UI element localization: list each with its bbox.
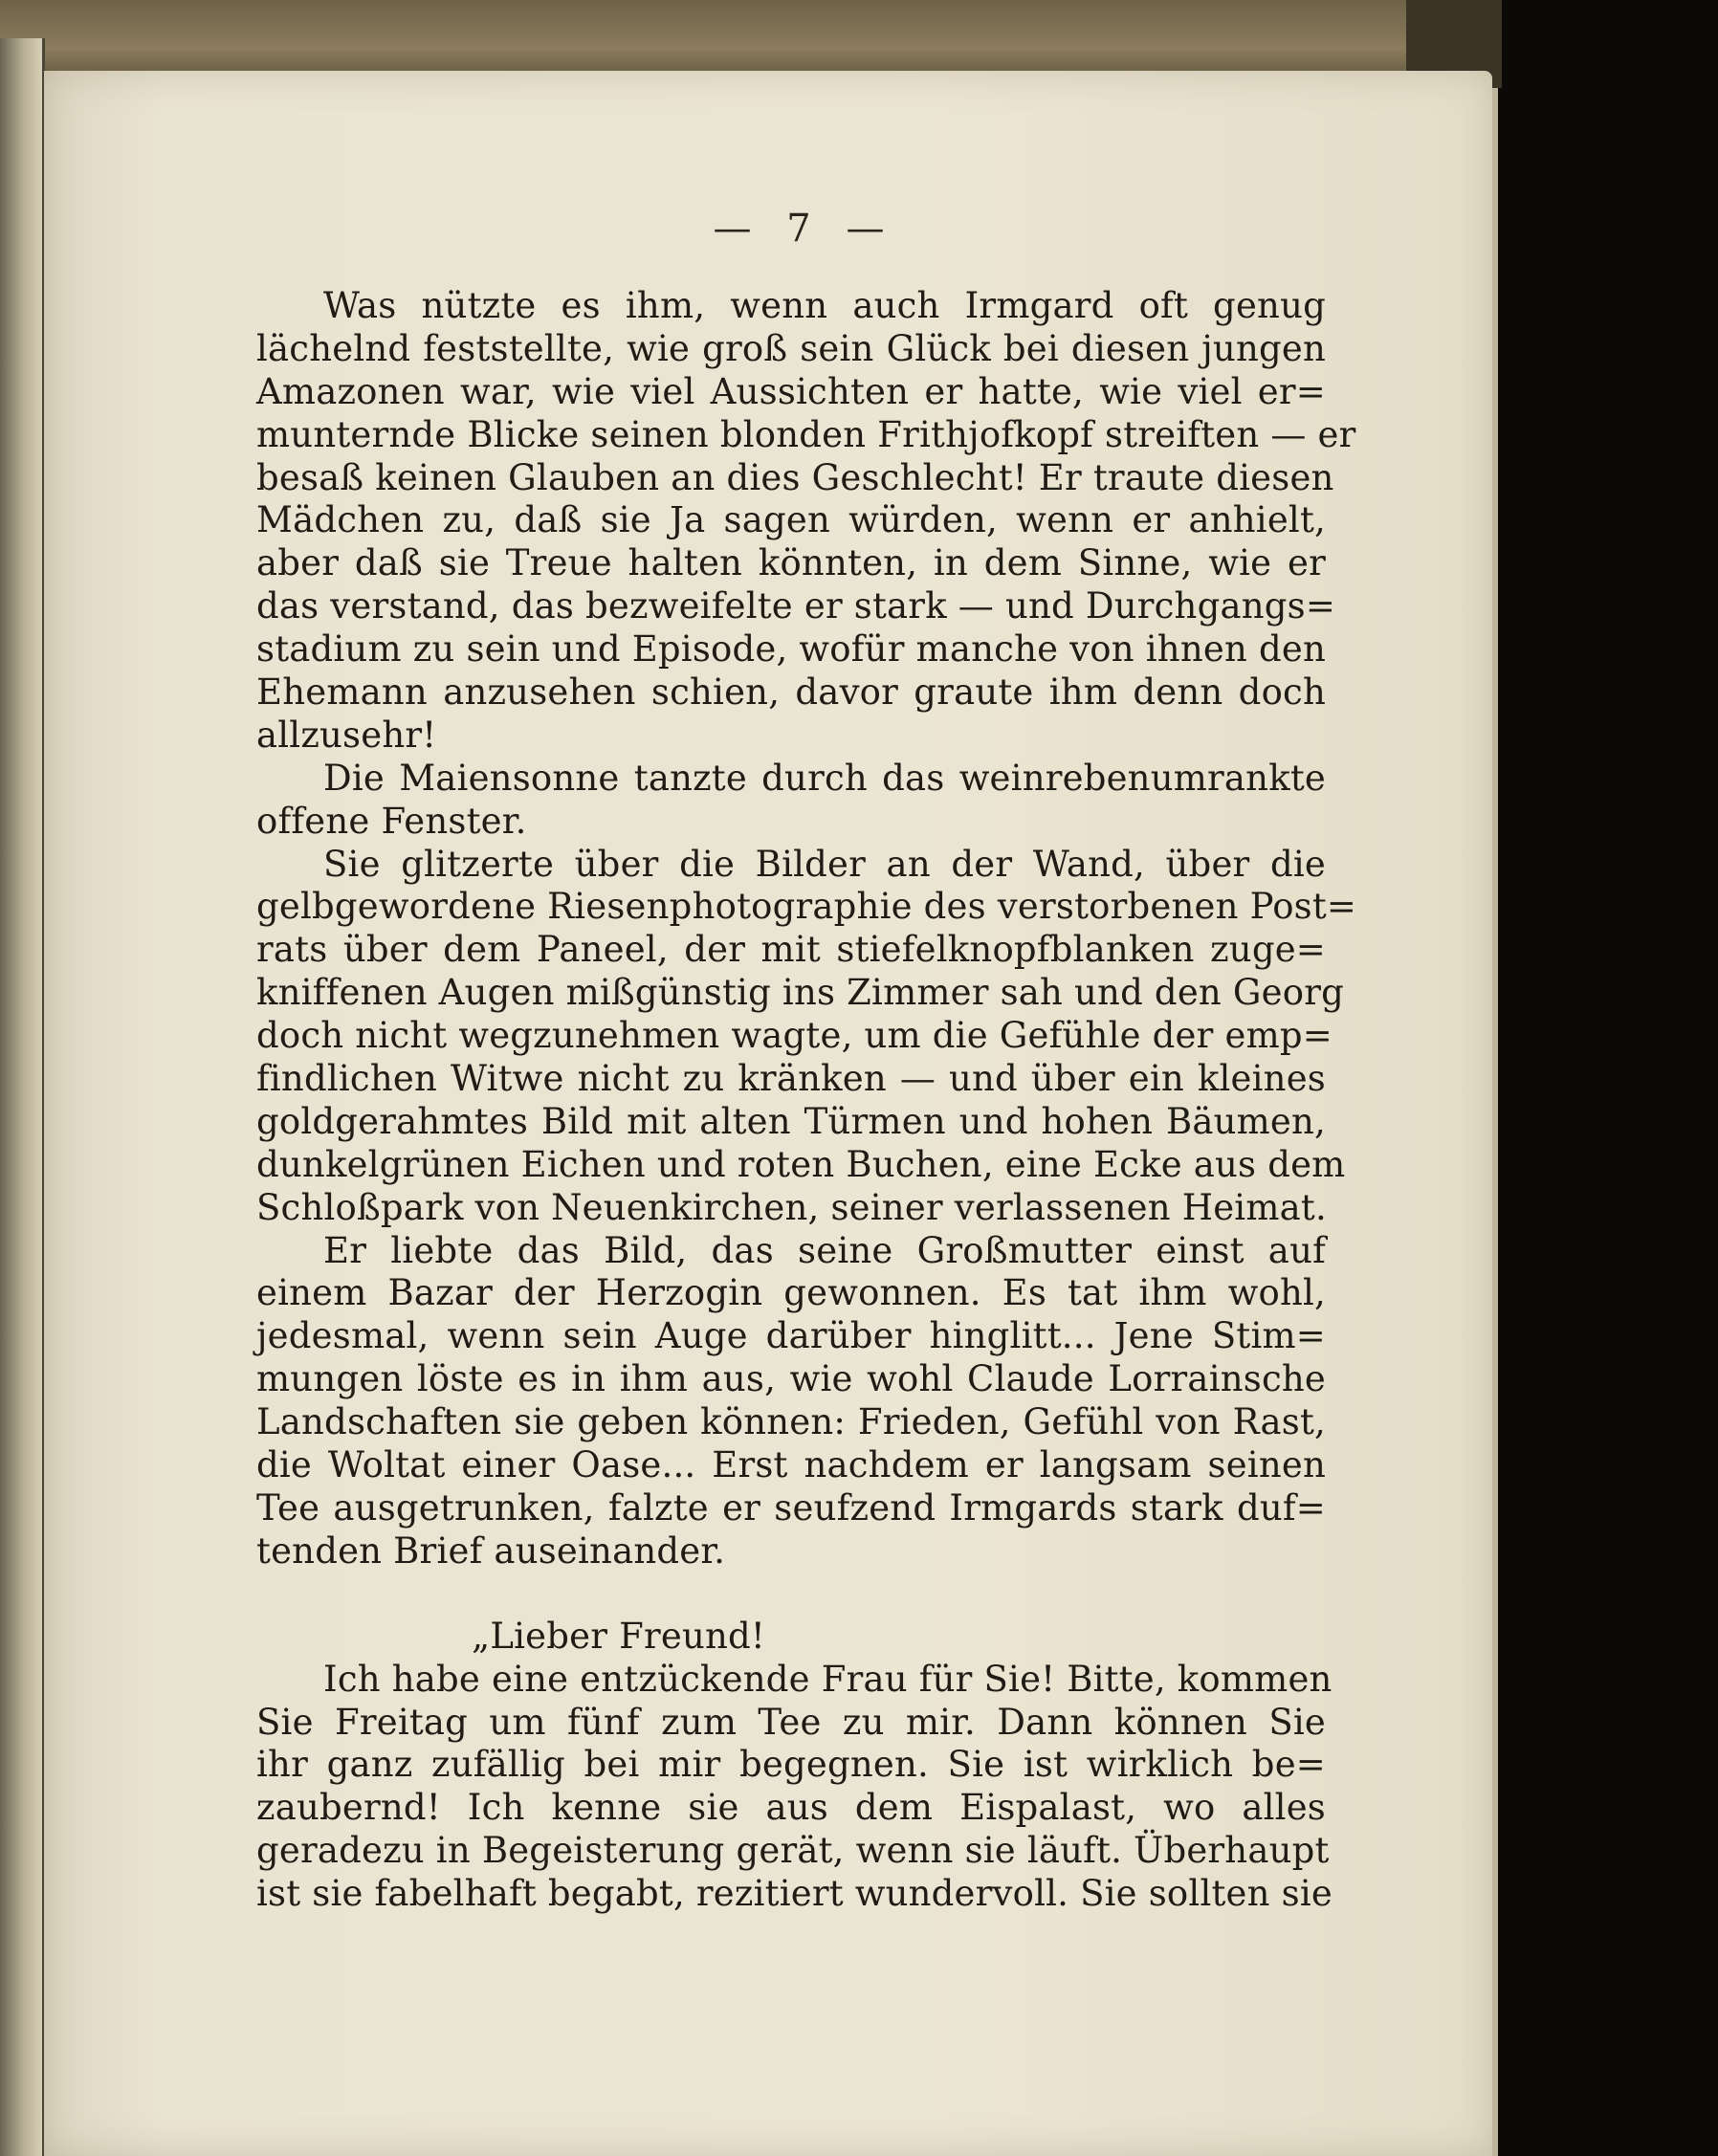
text-line: Sie glitzerte über die Bilder an der Wand, über die	[323, 843, 1326, 885]
text-line: jedesmal, wenn sein Auge darüber hinglitt... Jene Stim=	[256, 1315, 1326, 1357]
text-line: Die Maiensonne tanzte durch das weinrebenumrankte	[323, 757, 1326, 799]
left-page-edge	[0, 38, 45, 2156]
text-line: Mädchen zu, daß sie Ja sagen würden, wenn er anhielt,	[256, 499, 1326, 541]
page-block-edge	[1492, 88, 1498, 2156]
text-line: besaß keinen Glauben an dies Geschlecht! Er traute diesen	[256, 456, 1334, 498]
text-line: einem Bazar der Herzogin gewonnen. Es tat ihm wohl,	[256, 1272, 1326, 1314]
text-line: allzusehr!	[256, 714, 437, 756]
text-line: Landschaften sie geben können: Frieden, Gefühl von Rast,	[256, 1401, 1326, 1443]
text-line: aber daß sie Treue halten könnten, in dem Sinne, wie er	[256, 542, 1326, 584]
text-line: tenden Brief auseinander.	[256, 1529, 726, 1572]
text-line: gelbgewordene Riesenphotographie des verstorbenen Post=	[256, 886, 1357, 928]
text-line: die Woltat einer Oase... Erst nachdem er langsam seinen	[256, 1444, 1326, 1486]
text-line: das verstand, das bezweifelte er stark — und Durchgangs=	[256, 585, 1336, 627]
text-line: offene Fenster.	[256, 800, 527, 842]
text-line: lächelnd feststellte, wie groß sein Glück bei diesen jungen	[256, 327, 1326, 369]
text-line: munternde Blicke seinen blonden Frithjofkopf streiften — er	[256, 413, 1356, 455]
letter-salutation: „Lieber Freund!	[472, 1615, 765, 1657]
text-line: goldgerahmtes Bild mit alten Türmen und hohen Bäumen,	[256, 1100, 1326, 1142]
text-line: Amazonen war, wie viel Aussichten er hatte, wie viel er=	[256, 370, 1326, 412]
text-line: Tee ausgetrunken, falzte er seufzend Irmgards stark duf=	[256, 1486, 1326, 1529]
page-number-dash-left: —	[713, 207, 756, 251]
text-line: Er liebte das Bild, das seine Großmutter einst auf	[323, 1229, 1326, 1271]
text-line: mungen löste es in ihm aus, wie wohl Claude Lorrainsche	[256, 1358, 1326, 1400]
text-line: rats über dem Paneel, der mit stiefelknopfblanken zuge=	[256, 929, 1326, 971]
text-line: Ehemann anzusehen schien, davor graute ihm denn doch	[256, 671, 1326, 714]
text-line: Ich habe eine entzückende Frau für Sie! Bitte, kommen	[323, 1658, 1333, 1700]
text-line: ist sie fabelhaft begabt, rezitiert wundervoll. Sie sollten sie	[256, 1873, 1333, 1915]
page-body-text	[256, 285, 1357, 1916]
page-number-header	[77, 207, 1525, 251]
text-line: kniffenen Augen mißgünstig ins Zimmer sah und den Georg	[256, 972, 1345, 1014]
text-line: Was nützte es ihm, wenn auch Irmgard oft genug	[323, 285, 1326, 326]
text-line: ihr ganz zufällig bei mir begegnen. Sie ist wirklich be=	[256, 1744, 1326, 1786]
text-line: Schloßpark von Neuenkirchen, seiner verlassenen Heimat.	[256, 1186, 1327, 1228]
text-line: doch nicht wegzunehmen wagte, um die Gefühle der emp=	[256, 1015, 1333, 1057]
text-line: Sie Freitag um fünf zum Tee zu mir. Dann können Sie	[256, 1701, 1326, 1743]
page-number: 7	[786, 207, 815, 251]
text-line: geradezu in Begeisterung gerät, wenn sie läuft. Überhaupt	[256, 1830, 1330, 1872]
text-line: dunkelgrünen Eichen und roten Buchen, eine Ecke aus dem	[256, 1143, 1346, 1185]
paragraph-gap	[256, 1573, 1326, 1616]
text-line: zaubernd! Ich kenne sie aus dem Eispalast, wo alles	[256, 1787, 1326, 1829]
text-line: stadium zu sein und Episode, wofür manche von ihnen den	[256, 628, 1326, 671]
text-line: findlichen Witwe nicht zu kränken — und über ein kleines	[256, 1058, 1326, 1100]
page-number-dash-right: —	[846, 207, 889, 251]
